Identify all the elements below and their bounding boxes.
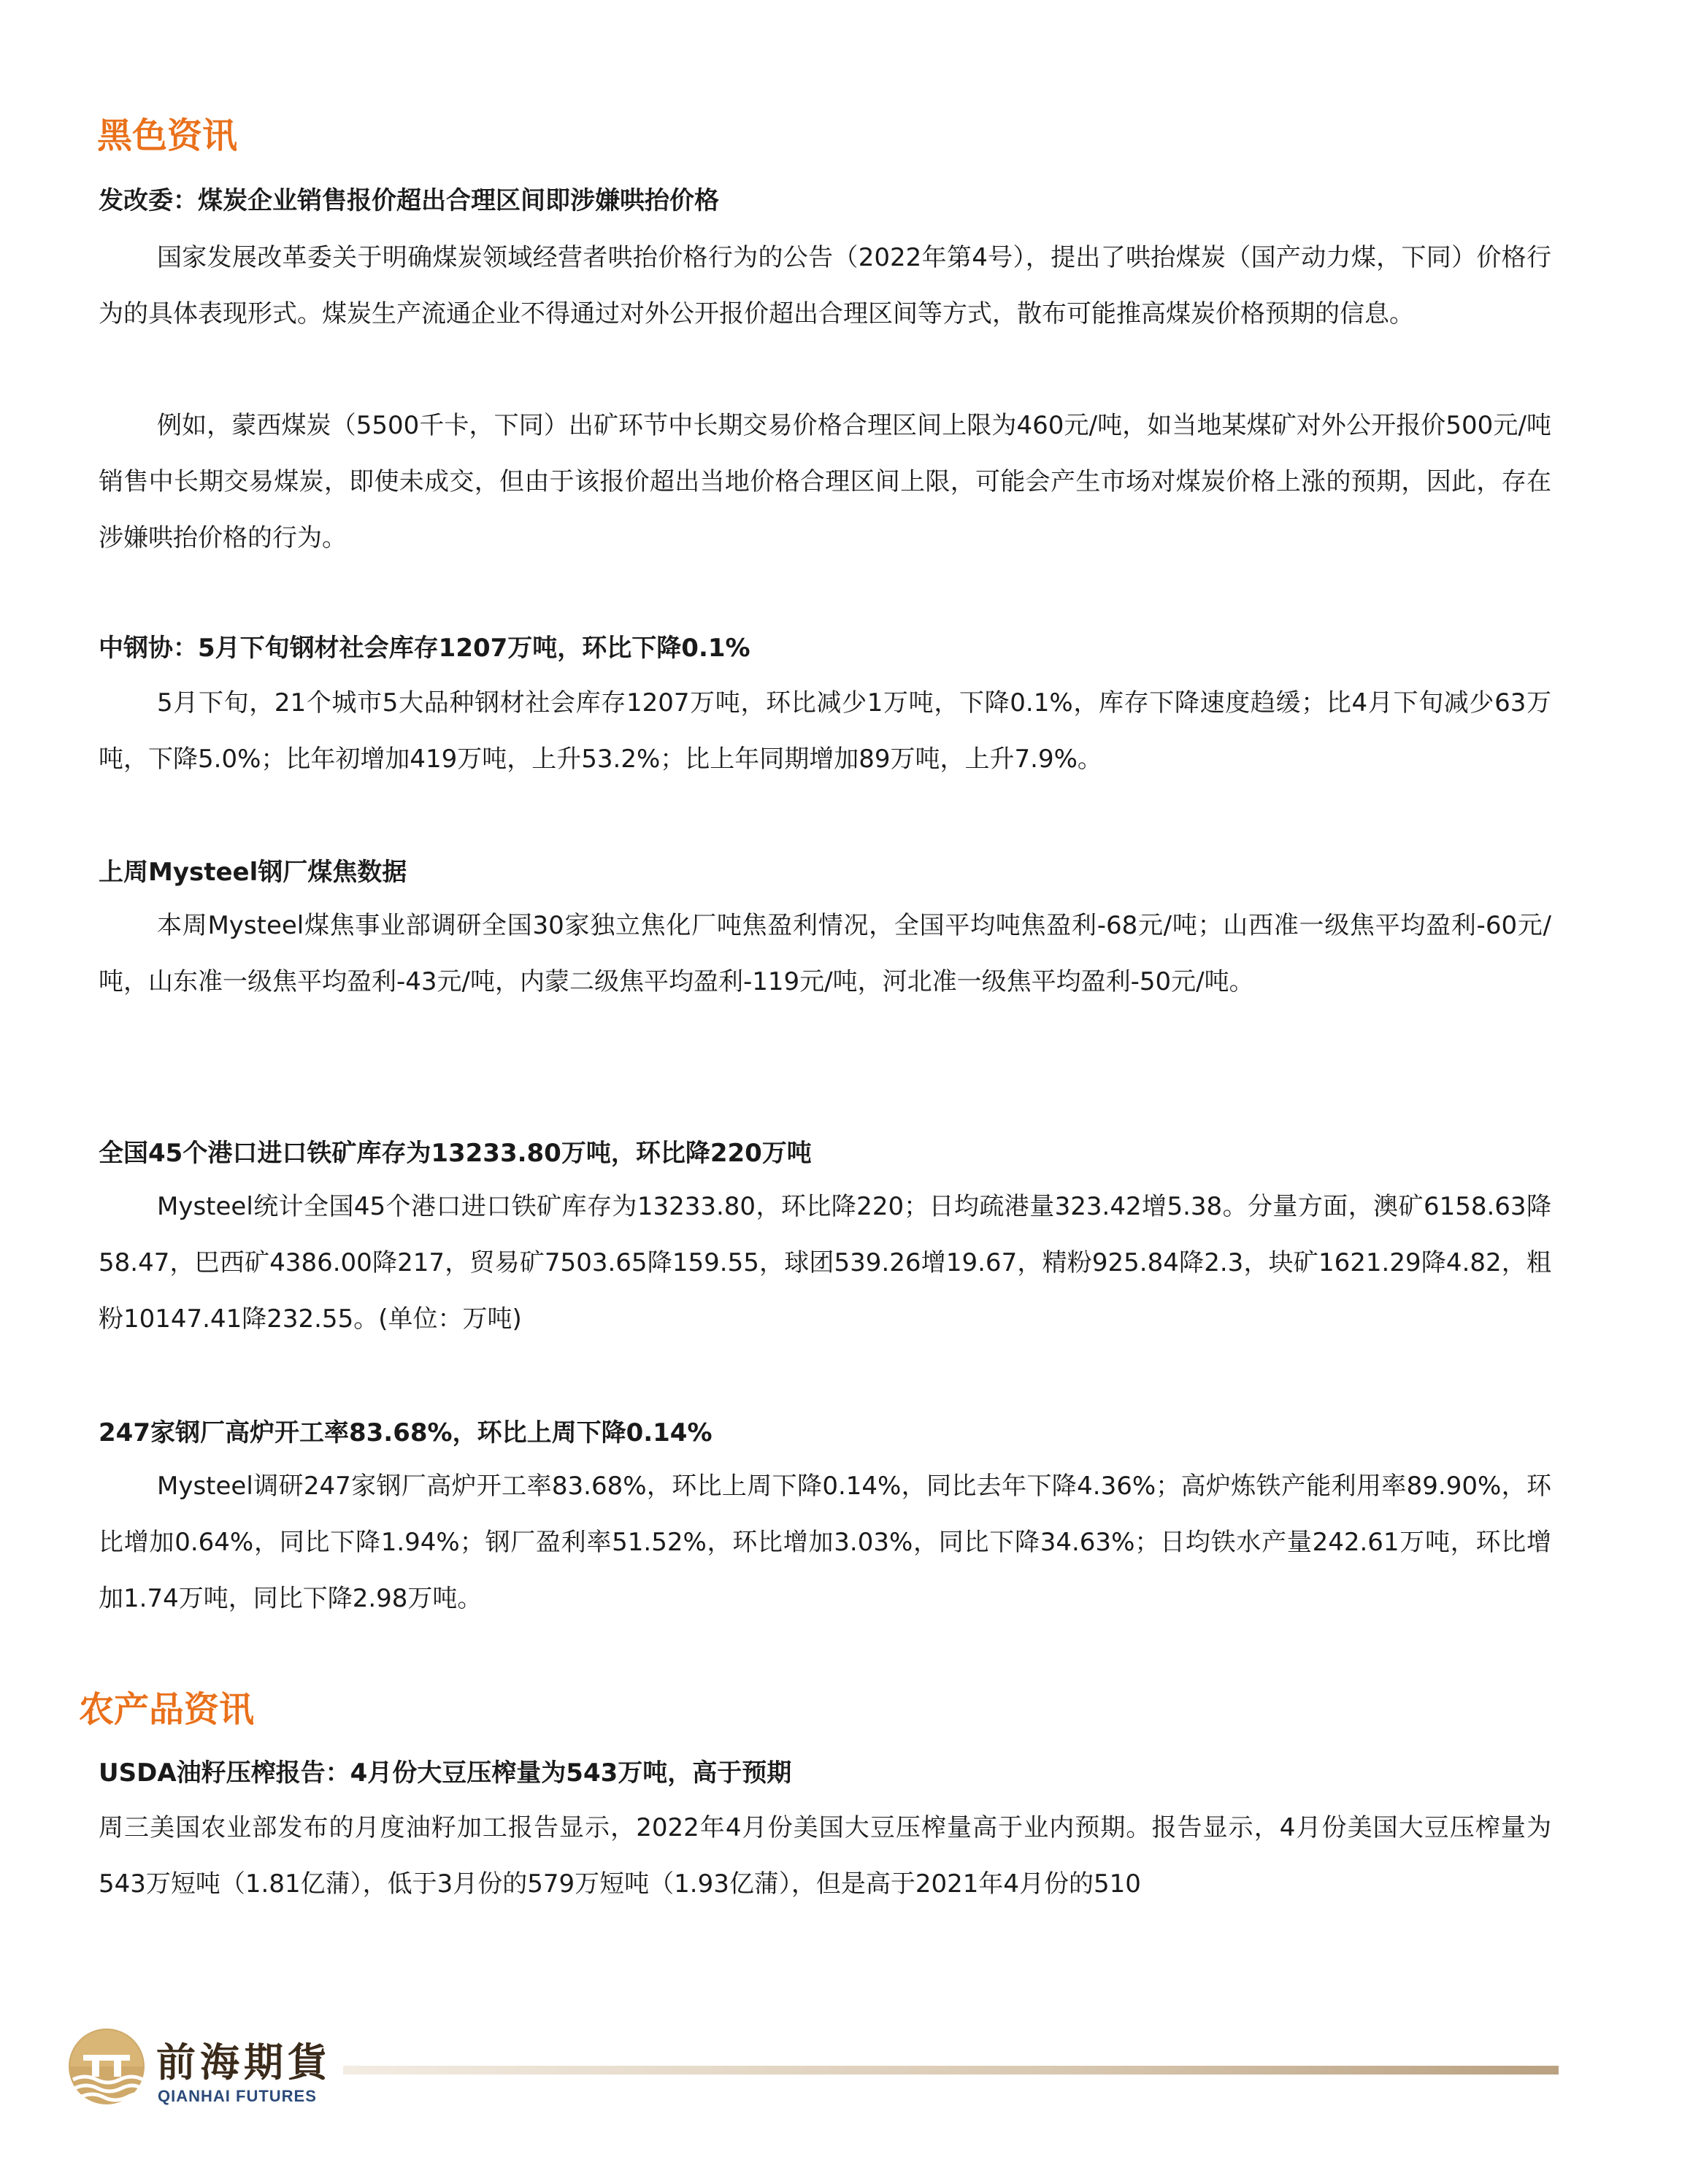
section-title-agri: 农产品资讯 (79, 1689, 255, 1730)
article-headline: USDA油籽压榨报告：4月份大豆压榨量为543万吨，高于预期 (99, 1758, 792, 1788)
article-headline: 247家钢厂高炉开工率83.68%，环比上周下降0.14% (99, 1418, 713, 1447)
article-paragraph: 5月下旬，21个城市5大品种钢材社会库存1207万吨，环比减少1万吨，下降0.1%，库存下降速度趋缓；比4月下旬减少63万吨，下降5.0%；比年初增加419万吨，上升53.2%；比上年同期增加89万吨，上升7.9%。 (99, 688, 1551, 774)
article-paragraph: 本周Mysteel煤焦事业部调研全国30家独立焦化厂吨焦盈利情况，全国平均吨焦盈利-68元/吨；山西准一级焦平均盈利-60元/吨，山东准一级焦平均盈利-43元/吨，内蒙二级焦平均盈利-119元/吨，河北准一级焦平均盈利-50元/吨。 (99, 911, 1551, 996)
article-headline: 全国45个港口进口铁矿库存为13233.80万吨，环比降220万吨 (99, 1139, 812, 1168)
logo-text-cn: 前海期貨 (156, 2039, 331, 2085)
article-paragraph: Mysteel统计全国45个港口进口铁矿库存为13233.80，环比降220；日均疏港量323.42增5.38。分量方面，澳矿6158.63降58.47，巴西矿4386.00降217，贸易矿7503.65降159.55，球团539.26增19.67，精粉925.84降2.3，块矿1621.29降4.82，粗粉10147.41降232.55。(单位：万吨) (99, 1192, 1551, 1334)
company-logo (63, 2026, 340, 2120)
article-paragraph: 周三美国农业部发布的月度油籽加工报告显示，2022年4月份美国大豆压榨量高于业内预期。报告显示，4月份美国大豆压榨量为543万短吨（1.81亿蒲），低于3月份的579万短吨（1.93亿蒲），但是高于2021年4月份的510 (99, 1813, 1551, 1899)
footer-divider (343, 2066, 1559, 2075)
section-title-black: 黑色资讯 (97, 115, 238, 156)
article-paragraph: 例如，蒙西煤炭（5500千卡，下同）出矿环节中长期交易价格合理区间上限为460元/吨，如当地某煤矿对外公开报价500元/吨销售中长期交易煤炭，即使未成交，但由于该报价超出当地价格合理区间上限，可能会产生市场对煤炭价格上涨的预期，因此，存在涉嫌哄抬价格的行为。 (99, 411, 1551, 553)
qianhai-logo-icon (63, 2026, 150, 2113)
article-headline: 中钢协：5月下旬钢材社会库存1207万吨，环比下降0.1% (99, 634, 750, 663)
article-headline: 发改委：煤炭企业销售报价超出合理区间即涉嫌哄抬价格 (99, 186, 719, 215)
article-paragraph: Mysteel调研247家钢厂高炉开工率83.68%，环比上周下降0.14%，同比去年下降4.36%；高炉炼铁产能利用率89.90%，环比增加0.64%，同比下降1.94%；钢厂盈利率51.52%，环比增加3.03%，同比下降34.63%；日均铁水产量242.61万吨，环比增加1.74万吨，同比下降2.98万吨。 (99, 1472, 1551, 1613)
logo-text-en: QIANHAI FUTURES (158, 2087, 317, 2105)
article-paragraph: 国家发展改革委关于明确煤炭领域经营者哄抬价格行为的公告（2022年第4号），提出了哄抬煤炭（国产动力煤，下同）价格行为的具体表现形式。煤炭生产流通企业不得通过对外公开报价超出合理区间等方式，散布可能推高煤炭价格预期的信息。 (99, 243, 1551, 328)
article-headline: 上周Mysteel钢厂煤焦数据 (99, 858, 407, 887)
